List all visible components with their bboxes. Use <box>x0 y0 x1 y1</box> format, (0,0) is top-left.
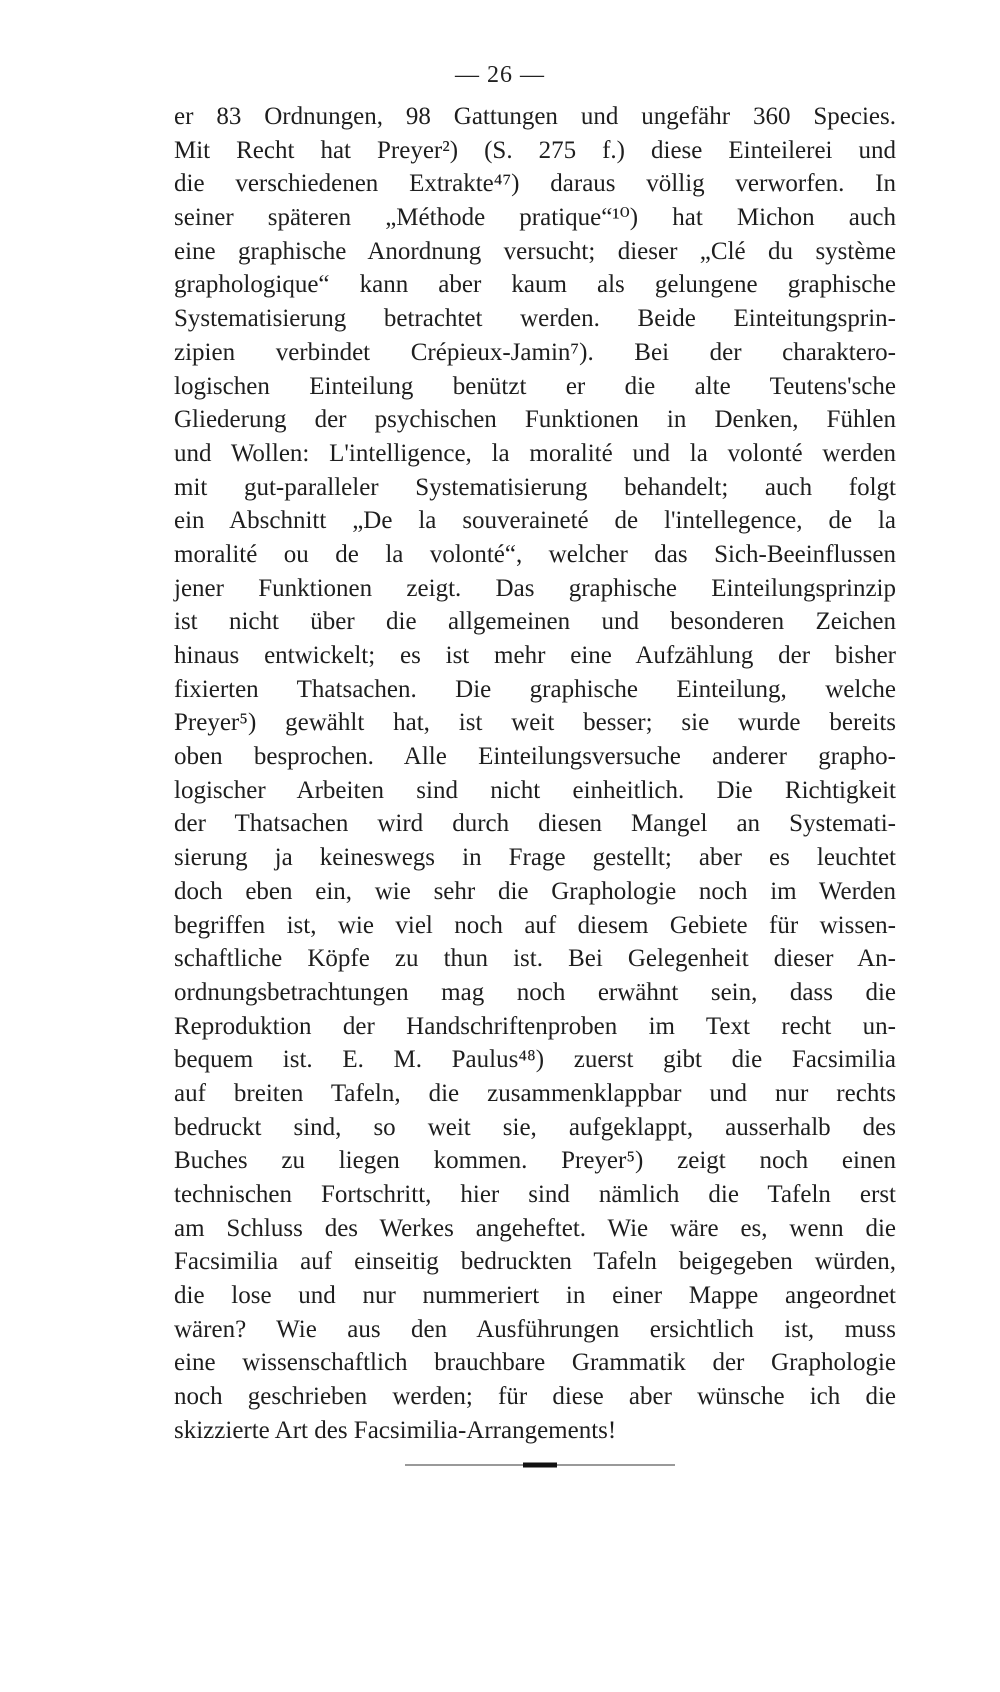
text-line: sierung ja keineswegs in Frage gestellt; aber es leuchtet <box>174 844 896 872</box>
text-line: technischen Fortschritt, hier sind nämlich die Tafeln erst <box>174 1181 896 1208</box>
page-number: — 26 — <box>455 62 545 88</box>
text-line: wären? Wie aus den Ausführungen ersichtlich ist, muss <box>174 1315 896 1343</box>
text-line: bequem ist. E. M. Paulus⁴⁸) zuerst gibt die Facsimilia <box>174 1046 896 1074</box>
section-end-ornament <box>405 1462 675 1468</box>
text-line: begriffen ist, wie viel noch auf diesem Gebiete für wissen- <box>174 911 896 939</box>
text-line: eine graphische Anordnung versucht; dieser „Clé du système <box>174 237 896 265</box>
text-line: ein Abschnitt „De la souveraineté de l'intellegence, de la <box>174 507 896 535</box>
text-line: zipien verbindet Crépieux-Jamin⁷). Bei der charaktero- <box>174 338 896 366</box>
text-line: jener Funktionen zeigt. Das graphische Einteilungsprinzip <box>174 574 896 602</box>
text-line: ist nicht über die allgemeinen und besonderen Zeichen <box>174 608 896 636</box>
text-line: Gliederung der psychischen Funktionen in Denken, Fühlen <box>174 406 896 434</box>
text-line: Systematisierung betrachtet werden. Beide Einteitungsprin- <box>174 305 896 333</box>
text-line: und Wollen: L'intelligence, la moralité und la volonté werden <box>174 439 896 467</box>
text-line: mit gut-paralleler Systematisierung behandelt; auch folgt <box>174 473 896 501</box>
text-line: Preyer⁵) gewählt hat, ist weit besser; sie wurde bereits <box>174 709 896 737</box>
text-line: Buches zu liegen kommen. Preyer⁵) zeigt noch einen <box>174 1147 896 1175</box>
text-line: logischer Arbeiten sind nicht einheitlich. Die Richtigkeit <box>174 776 896 804</box>
text-line: doch eben ein, wie sehr die Graphologie noch im Werden <box>174 877 896 905</box>
text-line: der Thatsachen wird durch diesen Mangel an Systemati- <box>174 810 896 838</box>
text-line: ordnungsbetrachtungen mag noch erwähnt sein, dass die <box>174 978 896 1006</box>
text-line: Reproduktion der Handschriftenproben im Text recht un- <box>174 1012 896 1040</box>
text-line: am Schluss des Werkes angeheftet. Wie wäre es, wenn die <box>174 1214 896 1242</box>
text-line: bedruckt sind, so weit sie, aufgeklappt, ausserhalb des <box>174 1113 896 1141</box>
text-line: die verschiedenen Extrakte⁴⁷) daraus völlig verworfen. In <box>174 170 896 198</box>
text-line: hinaus entwickelt; es ist mehr eine Aufzählung der bisher <box>174 642 896 669</box>
text-line: die lose und nur nummeriert in einer Mappe angeordnet <box>174 1282 896 1310</box>
body-text <box>174 100 896 1448</box>
text-line: eine wissenschaftlich brauchbare Grammatik der Graphologie <box>174 1349 896 1377</box>
text-line: schaftliche Köpfe zu thun ist. Bei Gelegenheit dieser An- <box>174 945 896 973</box>
text-line: Facsimilia auf einseitig bedruckten Tafeln beigegeben würden, <box>174 1248 896 1276</box>
text-line: er 83 Ordnungen, 98 Gattungen und ungefähr 360 Species. <box>174 103 896 130</box>
text-line: oben besprochen. Alle Einteilungsversuche anderer grapho- <box>174 743 896 771</box>
text-line: skizzierte Art des Facsimilia-Arrangements! <box>174 1416 617 1444</box>
text-line: Mit Recht hat Preyer²) (S. 275 f.) diese Einteilerei und <box>174 136 896 164</box>
text-line: auf breiten Tafeln, die zusammenklappbar und nur rechts <box>174 1079 896 1107</box>
text-line: noch geschrieben werden; für diese aber wünsche ich die <box>174 1383 896 1411</box>
text-line: seiner späteren „Méthode pratique“¹⁰) hat Michon auch <box>174 204 896 232</box>
text-line: graphologique“ kann aber kaum als gelungene graphische <box>174 271 896 299</box>
text-line: moralité ou de la volonté“, welcher das Sich-Beeinflussen <box>174 540 896 568</box>
text-line: logischen Einteilung benützt er die alte Teutens'sche <box>174 372 896 400</box>
text-line: fixierten Thatsachen. Die graphische Einteilung, welche <box>174 675 896 703</box>
